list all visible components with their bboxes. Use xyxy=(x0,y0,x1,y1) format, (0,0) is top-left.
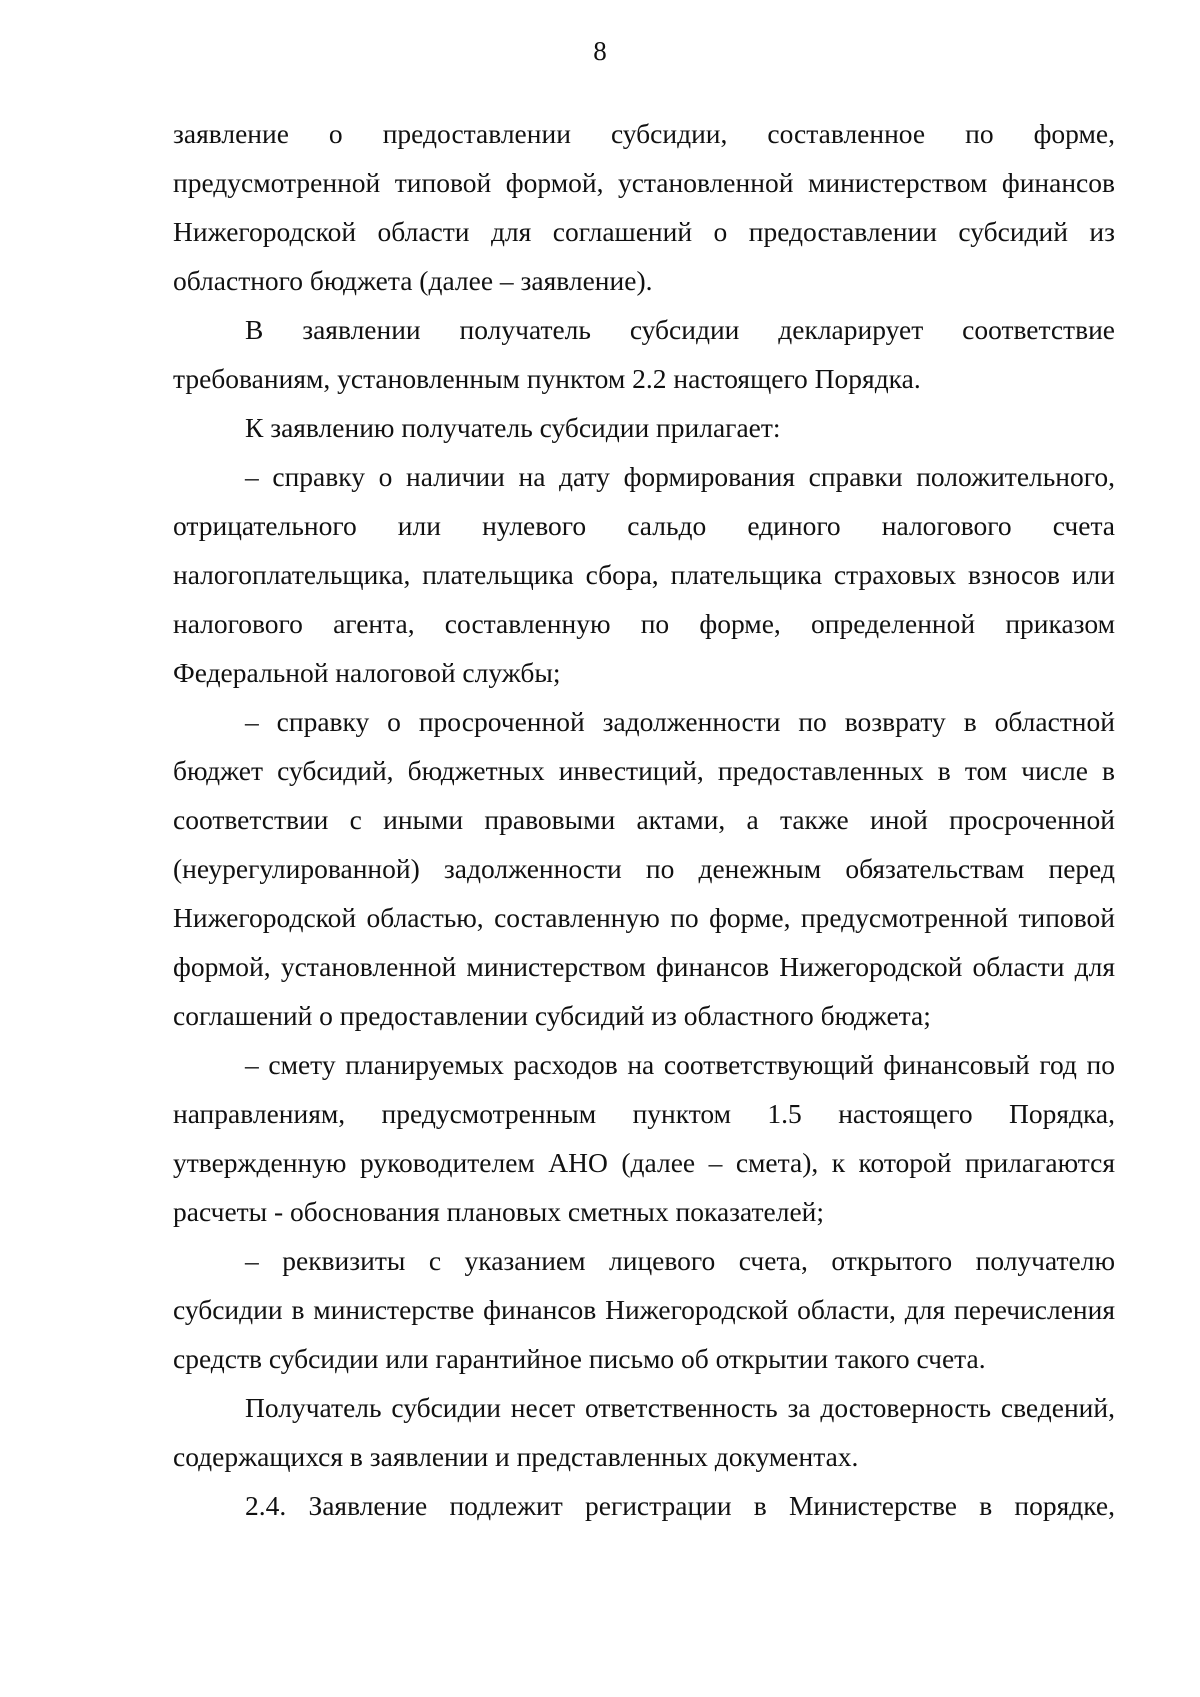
list-item-expense-estimate: – смету планируемых расходов на соответствующий финансовый год по направлениям, предусмотренным пунктом 1.5 настоящего Порядка, утвержденную руководителем АНО (далее – смета), к которой прилагаются расчеты - обоснования плановых сметных показателей; xyxy=(173,1049,1115,1227)
paragraph-section-2-4: 2.4. Заявление подлежит регистрации в Министерстве в порядке, xyxy=(245,1490,1115,1521)
document-body xyxy=(173,109,1115,1530)
paragraph-responsibility: Получатель субсидии несет ответственность за достоверность сведений, содержащихся в заявлении и представленных документах. xyxy=(173,1392,1115,1472)
list-item-bank-details: – реквизиты с указанием лицевого счета, открытого получателю субсидии в министерстве финансов Нижегородской области, для перечисления средств субсидии или гарантийное письмо об открытии такого счета. xyxy=(173,1245,1115,1374)
list-item-tax-certificate: – справку о наличии на дату формирования справки положительного, отрицательного или нулевого сальдо единого налогового счета налогоплательщика, плательщика сбора, плательщика страховых взносов или налогового агента, составленную по форме, определенной приказом Федеральной налоговой службы; xyxy=(173,461,1115,688)
paragraph-application-form: заявление о предоставлении субсидии, составленное по форме, предусмотренной типовой формой, установленной министерством финансов Нижегородской области для соглашений о предоставлении субсидий из областного бюджета (далее – заявление). xyxy=(173,118,1115,296)
page-number: 8 xyxy=(593,36,607,66)
paragraph-declaration: В заявлении получатель субсидии декларирует соответствие требованиям, установленным пунктом 2.2 настоящего Порядка. xyxy=(173,314,1115,394)
paragraph-attachments-intro: К заявлению получатель субсидии прилагает: xyxy=(245,412,781,443)
list-item-debt-certificate: – справку о просроченной задолженности по возврату в областной бюджет субсидий, бюджетных инвестиций, предоставленных в том числе в соответствии с иными правовыми актами, а также иной просроченной (неурегулированной) задолженности по денежным обязательствам перед Нижегородской областью, составленную по форме, предусмотренной типовой формой, установленной министерством финансов Нижегородской области для соглашений о предоставлении субсидий из областного бюджета; xyxy=(173,706,1115,1031)
